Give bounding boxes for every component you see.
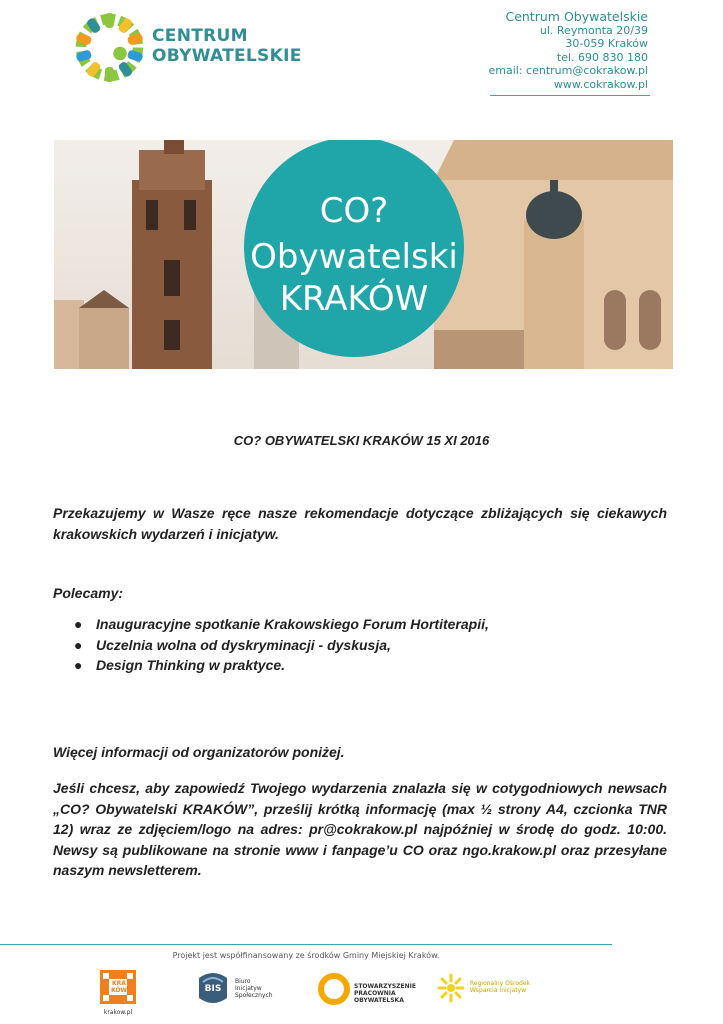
bullet-icon: ●: [74, 636, 83, 653]
list-item-text: Inauguracyjne spotkanie Krakowskiego Forum Hortiterapii,: [96, 616, 489, 632]
banner-line-3: KRAKÓW: [279, 279, 429, 319]
banner-line-2: Obywatelski: [250, 237, 458, 277]
contact-name: Centrum Obywatelskie: [505, 9, 648, 24]
contact-street: ul. Reymonta 20/39: [539, 23, 648, 37]
logo-line-1: CENTRUM: [152, 26, 248, 46]
logo-wordmark: [152, 26, 302, 66]
list-item: [74, 635, 489, 656]
krakow-sponsor-logo: [100, 970, 140, 1016]
intro-paragraph: Przekazujemy w Wasze ręce nasze rekomendacje dotyczące zbliżających się ciekawych krakowskich wydarzeń i inicjatyw.: [53, 505, 667, 542]
recommendation-list: [74, 614, 489, 676]
centrum-obywatelskie-logo: [72, 10, 147, 85]
krakow-logo-text: KRA KÓW: [110, 980, 128, 994]
funding-note: Projekt jest współfinansowany ze środków Gminy Miejskiej Kraków.: [172, 951, 440, 960]
document-title: CO? OBYWATELSKI KRAKÓW 15 XI 2016: [233, 433, 490, 448]
sun-logo-icon: [436, 972, 466, 1004]
banner-line-1: CO?: [319, 191, 389, 231]
contact-block: [489, 10, 649, 91]
krakow-caption: krakow.pl: [103, 1009, 133, 1016]
recommend-heading: Polecamy:: [53, 585, 124, 601]
logo-line-2: OBYWATELSKIE: [152, 46, 302, 66]
footer-divider: [0, 944, 612, 945]
contact-website[interactable]: www.cokrakow.pl: [553, 77, 648, 91]
contact-email[interactable]: email: centrum@cokrakow.pl: [488, 64, 648, 77]
bis-mark: BIS: [204, 984, 222, 994]
submission-paragraph: Jeśli chcesz, aby zapowiedź Twojego wydarzenia znalazła się w cotygodniowych newsach „CO? Obywatelski KRAKÓW”, prześlij krótką informację (max ½ strony A4, czcionka TNR 12) wraz ze zdjęciem/logo na adres: pr@cokrakow.pl najpóźniej w środę do godz. 10:00. Newsy są publikowane na stronie www i fanpage’u CO oraz ngo.krakow.pl oraz przesyłane naszym newsletterem.: [53, 780, 667, 878]
list-item-text: Design Thinking w praktyce.: [96, 657, 286, 673]
contact-phone: tel. 690 830 180: [556, 50, 648, 64]
sun-name: Regionalny Ośrodek Wsparcia Inicjatyw: [470, 980, 530, 994]
list-item: [74, 614, 489, 635]
header-divider: [490, 95, 650, 96]
banner-image: [54, 140, 673, 369]
contact-city: 30-059 Kraków: [565, 37, 648, 50]
more-info-paragraph: Więcej informacji od organizatorów poniżej.: [53, 744, 345, 760]
list-item: [74, 655, 489, 676]
pracownia-name: STOWARZYSZENIE PRACOWNIA OBYWATELSKA: [354, 983, 416, 1004]
list-item-text: Uczelnia wolna od dyskryminacji - dyskusja,: [96, 636, 391, 653]
bullet-icon: ●: [74, 616, 83, 632]
bis-name: Biuro Inicjatyw Społecznych: [235, 978, 273, 999]
pracownia-logo-icon: [318, 973, 350, 1005]
bullet-icon: ●: [74, 657, 83, 673]
